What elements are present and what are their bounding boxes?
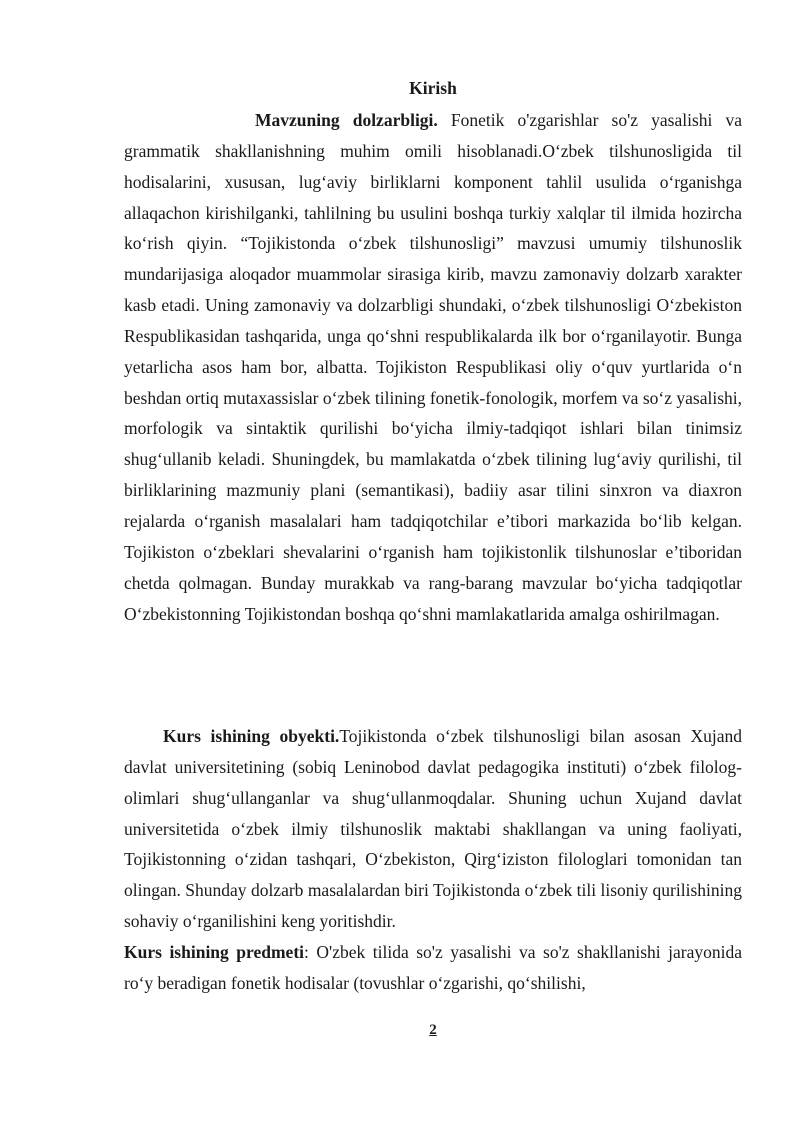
relevance-heading: Mavzuning dolzarbligi. xyxy=(255,110,438,130)
object-text: Tojikistonda o‘zbek tilshunosligi bilan asosan Xujand davlat universitetining (sobiq Leninobod davlat pedagogika instituti) o‘zbek filolog-olimlari shug‘ullanganlar va shug‘ullanmoqdalar. Shuning uchun Xujand davlat universitetida o‘zbek ilmiy tilshunoslik maktabi shakllangan va uning faoliyati, Tojikistonning o‘zidan tashqari, O‘zbekiston, Qirg‘iziston filologlari tomonidan tan olingan. Shunday dolzarb masalalardan biri Tojikistonda o‘zbek tili lisoniy qurilishining sohaviy o‘rganilishini keng yoritishdir. xyxy=(124,726,742,932)
subject-heading: Kurs ishining predmeti xyxy=(124,942,305,962)
page-number: 2 xyxy=(429,1022,437,1038)
subject-text: : O'zbek tilida so'z yasalishi va so'z shakllanishi jarayonida ro‘y beradigan fonetik hodisalar (tovushlar o‘zgarishi, qo‘shilishi, xyxy=(124,942,742,993)
document-title: Kirish xyxy=(409,78,457,98)
paragraph-subject xyxy=(124,937,742,999)
paragraph-relevance xyxy=(124,105,742,629)
relevance-text: Fonetik o'zgarishlar so'z yasalishi va grammatik shakllanishning muhim omili hisoblanadi.O‘zbek tilshunosligida til hodisalarini, xususan, lug‘aviy birliklarni komponent tahlil usulida o‘rganishga allaqachon kirishilganki, tahlilning bu usulini boshqa turkiy xalqlar til ilmida hozircha ko‘rish qiyin. “Tojikistonda o‘zbek tilshunosligi” mavzusi umumiy tilshunoslik mundarijasiga aloqador muammolar sirasiga kirib, mavzu zamonaviy dolzarb xarakter kasb etadi. Uning zamonaviy va dolzarbligi shundaki, o‘zbek tilshunosligi O‘zbekiston Respublikasidan tashqarida, unga qo‘shni respublikalarda ilk bor o‘rganilayotir. Bunga yetarlicha asos ham bor, albatta. Tojikiston Respublikasi oliy o‘quv yurtlarida o‘n beshdan ortiq mutaxassislar o‘zbek tilining fonetik-fonologik, morfem va so‘z yasalishi, morfologik va sintaktik qurilishi bo‘yicha ilmiy-tadqiqot ishlari bilan tinimsiz shug‘ullanib keladi. Shuningdek, bu mamlakatda o‘zbek tilining lug‘aviy qurilishi, til birliklarining mazmuniy plani (semantikasi), badiiy asar tilini sinxron va diaxron rejalarda o‘rganish masalalari ham tadqiqotchilar e’tibori markazida bo‘lib kelgan. Tojikiston o‘zbeklari shevalarini o‘rganish ham tojikistonlik tilshunoslar e’tiboridan chetda qolmagan. Bunday murakkab va rang-barang mavzular bo‘yicha tadqiqotlar O‘zbekistonning Tojikistondan boshqa qo‘shni mamlakatlarida amalga oshirilmagan. xyxy=(124,110,743,624)
object-heading: Kurs ishining obyekti. xyxy=(163,726,340,746)
paragraph-object xyxy=(124,721,742,937)
